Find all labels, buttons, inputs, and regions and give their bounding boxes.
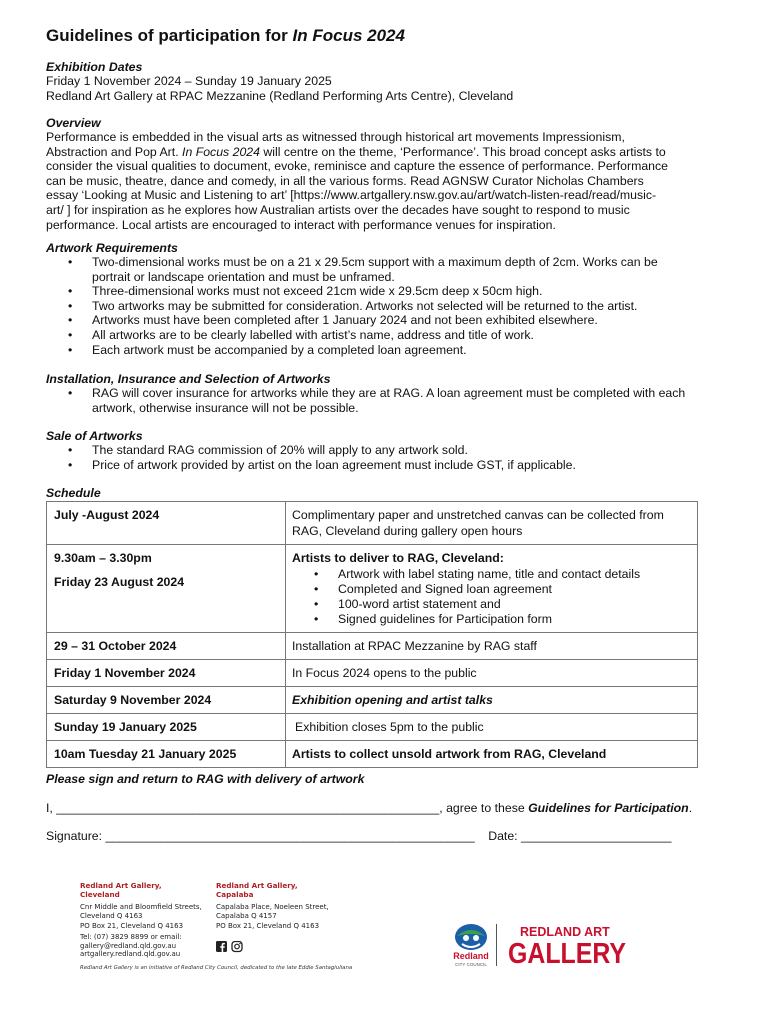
overview-line: performance. Local artists are encouraged to interact with performance venues for inspiration. [46,217,556,232]
schedule-date-cell: Saturday 9 November 2024 [47,687,286,714]
schedule-desc-cell: In Focus 2024 opens to the public [286,660,698,687]
email-link[interactable]: gallery@redland.qld.gov.au [80,941,177,950]
footer-capalaba-address: Redland Art Gallery, Capalaba Capalaba Place, Noeleen Street, Capalaba Q 4157 PO Box 21, Cleveland Q 4163 [216,881,329,931]
overview-line: can be music, theatre, dance and comedy, in all the various forms. Read AGNSW Curator Nicholas Chambers [46,173,644,188]
overview-heading: Overview [46,116,101,130]
exhibition-venue-line: Redland Art Gallery at RPAC Mezzanine (Redland Performing Arts Centre), Cleveland [46,88,514,103]
installation-list [46,386,696,415]
schedule-date-cell [47,545,286,633]
social-icons [216,940,246,958]
schedule-heading: Schedule [46,486,101,500]
table-row [47,741,698,768]
sign-heading: Please sign and return to RAG with delivery of artwork [46,772,365,786]
table-row [47,714,698,741]
schedule-date-cell: July -August 2024 [47,502,286,545]
installation-heading: Installation, Insurance and Selection of Artworks [46,372,331,386]
table-row [47,660,698,687]
artwork-requirements-section [46,241,696,357]
list-item: • Price of artwork provided by artist on the loan agreement must include GST, if applicable. [92,458,696,473]
sale-heading: Sale of Artworks [46,429,143,443]
website-link[interactable]: artgallery.redland.qld.gov.au [80,950,181,959]
list-item: • 100-word artist statement and [338,597,692,612]
council-logo-icon [455,924,487,950]
overview-line: essay ‘Looking at Music and Listening to art’ [https://www.artgallery.nsw.gov.au/art/watch-listen-read/read/music- [46,188,657,203]
overview-section [46,116,726,232]
council-sub: CITY COUNCIL [455,962,487,967]
requirements-list [46,255,696,357]
schedule-date-cell: Friday 1 November 2024 [47,660,286,687]
list-item: • Artwork with label stating name, title and contact details [338,567,692,582]
schedule-desc-cell: Installation at RPAC Mezzanine by RAG staff [286,633,698,660]
schedule-desc-cell [286,545,698,633]
overview-line: art/ ] for inspiration as he explores how Australian artists over the decades have sought to respond to music [46,202,630,217]
list-item: • The standard RAG commission of 20% will apply to any artwork sold. [92,443,696,458]
schedule-heading-block [46,486,706,500]
exhibition-dates-heading: Exhibition Dates [46,60,143,74]
list-item: • Three-dimensional works must not exceed 21cm wide x 29.5cm deep x 50cm high. [92,284,696,299]
overview-line: consider the visual qualities to document, evoke, reminisce and capture the essence of performance. Performance [46,159,669,174]
schedule-date: Friday 23 August 2024 [54,575,185,589]
list-item: • Signed guidelines for Participation form [338,612,692,627]
council-name: Redland [453,951,489,961]
schedule-date-cell: Sunday 19 January 2025 [47,714,286,741]
schedule-desc-cell: Exhibition opening and artist talks [286,687,698,714]
logo-text-top: REDLAND ART [520,925,610,939]
schedule-date-cell: 10am Tuesday 21 January 2025 [47,741,286,768]
exhibition-dates-line: Friday 1 November 2024 – Sunday 19 January 2025 [46,74,332,88]
gallery-logo [452,922,632,970]
table-row [47,687,698,714]
delivery-list [292,567,692,627]
list-item: • Completed and Signed loan agreement [338,582,692,597]
signature-field[interactable]: Signature: ______________________________________________________ [46,829,475,843]
list-item: • Two-dimensional works must be on a 21 x 29.5cm support with a maximum depth of 2cm. Works can be portrait or landscape orientation and must be unframed. [92,255,696,284]
date-field[interactable]: Date: ______________________ [488,829,672,843]
schedule-desc-cell: Artists to collect unsold artwork from RAG, Cleveland [286,741,698,768]
artwork-requirements-heading: Artwork Requirements [46,241,178,255]
list-item: • Two artworks may be submitted for consideration. Artworks not selected will be returned to the artist. [92,299,696,314]
logo-text-bottom: GALLERY [508,938,626,970]
table-row [47,502,698,545]
sale-section [46,429,696,472]
installation-section [46,372,696,415]
overview-line: Abstraction and Pop Art. In Focus 2024 will centre on the theme, ‘Performance’. This broad concept asks artists to [46,144,666,159]
delivery-heading: Artists to deliver to RAG, Cleveland: [292,551,504,565]
footer-cleveland-address: Redland Art Gallery, Cleveland Cnr Middle and Bloomfield Streets, Cleveland Q 4163 PO Box 21, Cleveland Q 4163 Tel: (07) 3829 8899 or email: gallery@redland.qld.gov.au artgallery.redland.qld.gov.au [80,882,215,959]
page-title: Guidelines of participation for In Focus 2024 [46,26,405,45]
schedule-table [46,501,698,768]
table-row [47,545,698,633]
list-item: • Each artwork must be accompanied by a completed loan agreement. [92,343,696,358]
schedule-desc-cell: Exhibition closes 5pm to the public [286,714,698,741]
sale-list [46,443,696,472]
agreement-line[interactable]: I, ________________________________________________________, agree to these Guidelines for Participation. [46,801,693,815]
schedule-time: 9.30am – 3.30pm [54,551,152,565]
footer-note: Redland Art Gallery is an initiative of Redland City Council, dedicated to the late Eddie Santagiuliana [80,965,353,971]
list-item: • All artworks are to be clearly labelled with artist’s name, address and title of work. [92,328,696,343]
table-row [47,633,698,660]
schedule-desc-cell: Complimentary paper and unstretched canvas can be collected from RAG, Cleveland during gallery open hours [286,502,698,545]
instagram-icon[interactable] [232,942,242,952]
logo-divider [496,924,497,966]
exhibition-dates-section [46,60,706,103]
signature-line[interactable] [46,829,671,843]
facebook-icon[interactable] [216,941,227,952]
overview-line: Performance is embedded in the visual arts as witnessed through historical art movements Impressionism, [46,130,625,144]
schedule-date-cell: 29 – 31 October 2024 [47,633,286,660]
list-item: • RAG will cover insurance for artworks while they are at RAG. A loan agreement must be completed with each artwork, otherwise insurance will not be possible. [92,386,696,415]
list-item: • Artworks must have been completed after 1 January 2024 and not been exhibited elsewhere. [92,313,696,328]
